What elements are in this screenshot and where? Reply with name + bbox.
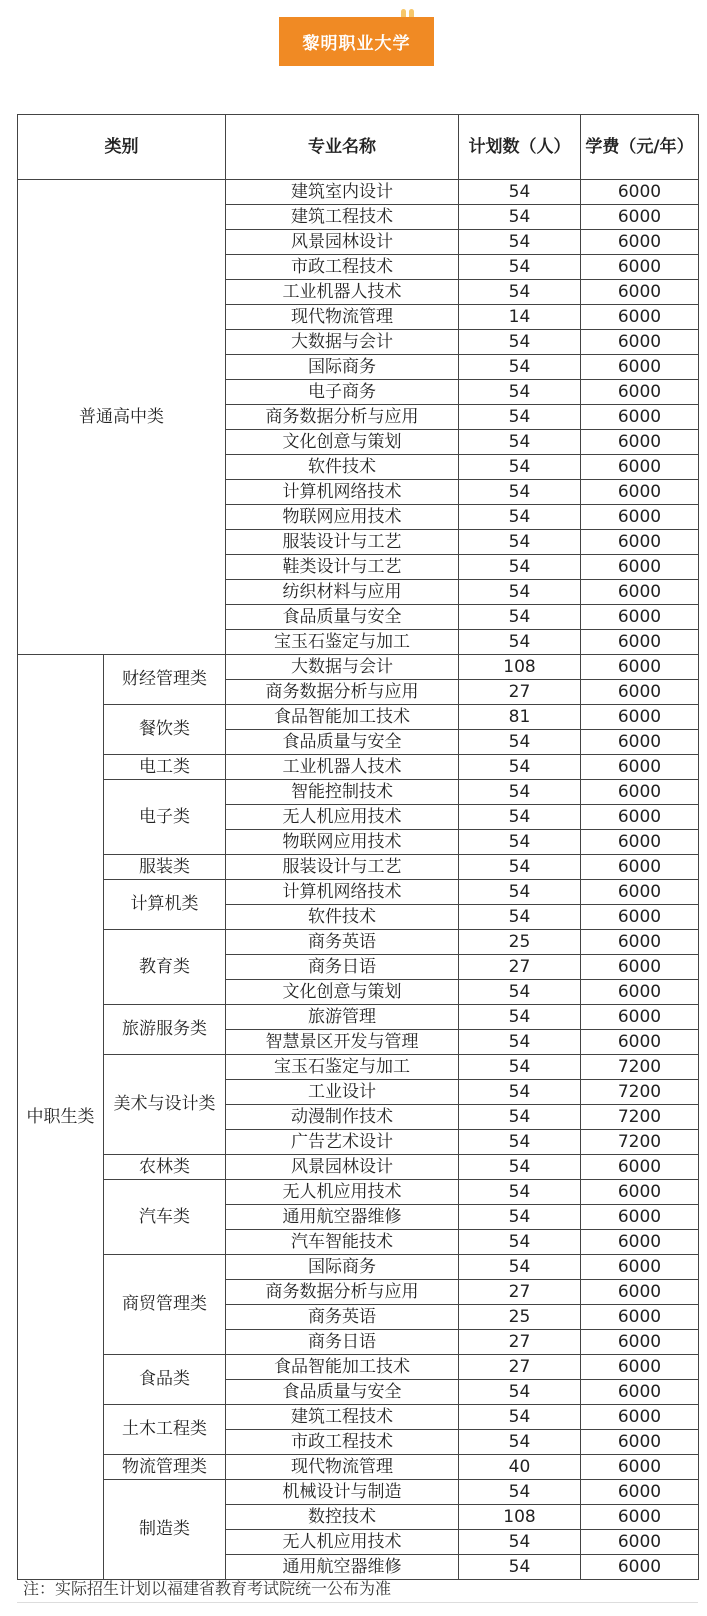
plan-cell: 54 <box>459 580 581 605</box>
plan-cell: 54 <box>459 605 581 630</box>
major-cell: 建筑工程技术 <box>226 205 459 230</box>
major-cell: 商务英语 <box>226 1305 459 1330</box>
fee-cell: 6000 <box>581 1180 699 1205</box>
subcategory-cell: 服装类 <box>104 855 226 880</box>
fee-cell: 6000 <box>581 855 699 880</box>
major-cell: 食品质量与安全 <box>226 730 459 755</box>
major-cell: 工业机器人技术 <box>226 280 459 305</box>
plan-cell: 14 <box>459 305 581 330</box>
table-row <box>18 930 699 955</box>
plan-cell: 108 <box>459 655 581 680</box>
fee-cell: 6000 <box>581 930 699 955</box>
table-row <box>18 780 699 805</box>
fee-cell: 6000 <box>581 1530 699 1555</box>
plan-cell: 54 <box>459 1080 581 1105</box>
fee-cell: 6000 <box>581 805 699 830</box>
major-cell: 市政工程技术 <box>226 255 459 280</box>
plan-cell: 25 <box>459 930 581 955</box>
fee-cell: 6000 <box>581 1480 699 1505</box>
major-cell: 智慧景区开发与管理 <box>226 1030 459 1055</box>
fee-cell: 6000 <box>581 1405 699 1430</box>
fee-cell: 6000 <box>581 1555 699 1580</box>
major-cell: 商务数据分析与应用 <box>226 405 459 430</box>
table-row <box>18 180 699 205</box>
plan-cell: 54 <box>459 480 581 505</box>
plan-cell: 27 <box>459 1330 581 1355</box>
enrollment-plan-table <box>17 114 699 1580</box>
plan-cell: 27 <box>459 1280 581 1305</box>
fee-cell: 6000 <box>581 1280 699 1305</box>
fee-cell: 6000 <box>581 1380 699 1405</box>
fee-cell: 6000 <box>581 355 699 380</box>
plan-cell: 54 <box>459 855 581 880</box>
subcategory-cell: 农林类 <box>104 1155 226 1180</box>
major-cell: 服装设计与工艺 <box>226 855 459 880</box>
major-cell: 旅游管理 <box>226 1005 459 1030</box>
plan-cell: 54 <box>459 880 581 905</box>
plan-cell: 27 <box>459 1355 581 1380</box>
plan-cell: 54 <box>459 1005 581 1030</box>
subcategory-cell: 汽车类 <box>104 1180 226 1255</box>
fee-cell: 6000 <box>581 1205 699 1230</box>
plan-cell: 54 <box>459 330 581 355</box>
plan-cell: 54 <box>459 1055 581 1080</box>
fee-cell: 6000 <box>581 680 699 705</box>
major-cell: 国际商务 <box>226 355 459 380</box>
plan-cell: 54 <box>459 230 581 255</box>
plan-cell: 54 <box>459 1480 581 1505</box>
major-cell: 商务英语 <box>226 930 459 955</box>
table-row <box>18 1155 699 1180</box>
table-header-row <box>18 115 699 180</box>
fee-cell: 6000 <box>581 555 699 580</box>
plan-cell: 54 <box>459 530 581 555</box>
major-cell: 物联网应用技术 <box>226 830 459 855</box>
fee-cell: 6000 <box>581 305 699 330</box>
major-cell: 广告艺术设计 <box>226 1130 459 1155</box>
fee-cell: 6000 <box>581 380 699 405</box>
major-cell: 机械设计与制造 <box>226 1480 459 1505</box>
table-row <box>18 1455 699 1480</box>
fee-cell: 6000 <box>581 605 699 630</box>
fee-cell: 6000 <box>581 255 699 280</box>
major-cell: 数控技术 <box>226 1505 459 1530</box>
subcategory-cell: 教育类 <box>104 930 226 1005</box>
plan-cell: 54 <box>459 555 581 580</box>
major-cell: 软件技术 <box>226 455 459 480</box>
subcategory-cell: 土木工程类 <box>104 1405 226 1455</box>
major-cell: 风景园林设计 <box>226 1155 459 1180</box>
major-cell: 商务日语 <box>226 955 459 980</box>
table-row <box>18 1480 699 1505</box>
subcategory-cell: 商贸管理类 <box>104 1255 226 1355</box>
category-cell-general: 普通高中类 <box>18 180 226 655</box>
major-cell: 商务数据分析与应用 <box>226 1280 459 1305</box>
subcategory-cell: 美术与设计类 <box>104 1055 226 1155</box>
subcategory-cell: 计算机类 <box>104 880 226 930</box>
table-body <box>18 180 699 1580</box>
fee-cell: 7200 <box>581 1080 699 1105</box>
major-cell: 物联网应用技术 <box>226 505 459 530</box>
fee-cell: 6000 <box>581 580 699 605</box>
fee-cell: 7200 <box>581 1055 699 1080</box>
fee-cell: 6000 <box>581 655 699 680</box>
fee-cell: 6000 <box>581 755 699 780</box>
plan-cell: 54 <box>459 455 581 480</box>
fee-cell: 6000 <box>581 1255 699 1280</box>
fee-cell: 7200 <box>581 1105 699 1130</box>
major-cell: 计算机网络技术 <box>226 480 459 505</box>
plan-cell: 54 <box>459 280 581 305</box>
major-cell: 动漫制作技术 <box>226 1105 459 1130</box>
major-cell: 宝玉石鉴定与加工 <box>226 630 459 655</box>
major-cell: 计算机网络技术 <box>226 880 459 905</box>
major-cell: 食品智能加工技术 <box>226 705 459 730</box>
plan-cell: 54 <box>459 205 581 230</box>
fee-cell: 6000 <box>581 405 699 430</box>
major-cell: 鞋类设计与工艺 <box>226 555 459 580</box>
subcategory-cell: 电工类 <box>104 755 226 780</box>
major-cell: 通用航空器维修 <box>226 1555 459 1580</box>
plan-cell: 54 <box>459 980 581 1005</box>
plan-cell: 54 <box>459 180 581 205</box>
major-cell: 工业机器人技术 <box>226 755 459 780</box>
major-cell: 建筑室内设计 <box>226 180 459 205</box>
fee-cell: 6000 <box>581 180 699 205</box>
table-row <box>18 880 699 905</box>
fee-cell: 6000 <box>581 430 699 455</box>
footnote: 注：实际招生计划以福建省教育考试院统一公布为准 <box>17 1575 698 1603</box>
major-cell: 国际商务 <box>226 1255 459 1280</box>
plan-cell: 54 <box>459 905 581 930</box>
plan-cell: 54 <box>459 1405 581 1430</box>
subcategory-cell: 旅游服务类 <box>104 1005 226 1055</box>
plan-cell: 54 <box>459 430 581 455</box>
fee-cell: 6000 <box>581 230 699 255</box>
header-major: 专业名称 <box>226 115 459 180</box>
major-cell: 智能控制技术 <box>226 780 459 805</box>
fee-cell: 6000 <box>581 630 699 655</box>
plan-cell: 54 <box>459 1555 581 1580</box>
major-cell: 现代物流管理 <box>226 305 459 330</box>
fee-cell: 6000 <box>581 780 699 805</box>
major-cell: 食品质量与安全 <box>226 1380 459 1405</box>
plan-cell: 54 <box>459 1130 581 1155</box>
fee-cell: 6000 <box>581 480 699 505</box>
major-cell: 风景园林设计 <box>226 230 459 255</box>
fee-cell: 6000 <box>581 880 699 905</box>
plan-cell: 27 <box>459 955 581 980</box>
major-cell: 食品质量与安全 <box>226 605 459 630</box>
major-cell: 工业设计 <box>226 1080 459 1105</box>
subcategory-cell: 制造类 <box>104 1480 226 1580</box>
fee-cell: 6000 <box>581 1455 699 1480</box>
major-cell: 宝玉石鉴定与加工 <box>226 1055 459 1080</box>
plan-cell: 54 <box>459 1180 581 1205</box>
plan-cell: 54 <box>459 355 581 380</box>
subcategory-cell: 电子类 <box>104 780 226 855</box>
major-cell: 通用航空器维修 <box>226 1205 459 1230</box>
fee-cell: 6000 <box>581 1330 699 1355</box>
plan-cell: 54 <box>459 630 581 655</box>
major-cell: 大数据与会计 <box>226 330 459 355</box>
major-cell: 大数据与会计 <box>226 655 459 680</box>
fee-cell: 6000 <box>581 980 699 1005</box>
plan-cell: 54 <box>459 1380 581 1405</box>
plan-cell: 54 <box>459 1105 581 1130</box>
header-fee: 学费（元/年） <box>581 115 699 180</box>
plan-cell: 54 <box>459 1155 581 1180</box>
plan-cell: 54 <box>459 1255 581 1280</box>
fee-cell: 6000 <box>581 955 699 980</box>
plan-cell: 54 <box>459 1430 581 1455</box>
plan-cell: 54 <box>459 255 581 280</box>
fee-cell: 6000 <box>581 705 699 730</box>
plan-cell: 25 <box>459 1305 581 1330</box>
major-cell: 商务数据分析与应用 <box>226 680 459 705</box>
fee-cell: 6000 <box>581 1005 699 1030</box>
fee-cell: 6000 <box>581 1230 699 1255</box>
major-cell: 文化创意与策划 <box>226 980 459 1005</box>
table-row <box>18 1055 699 1080</box>
table-row <box>18 1405 699 1430</box>
major-cell: 文化创意与策划 <box>226 430 459 455</box>
major-cell: 无人机应用技术 <box>226 805 459 830</box>
major-cell: 软件技术 <box>226 905 459 930</box>
plan-cell: 54 <box>459 830 581 855</box>
plan-cell: 54 <box>459 755 581 780</box>
plan-cell: 54 <box>459 730 581 755</box>
fee-cell: 6000 <box>581 905 699 930</box>
plan-cell: 54 <box>459 380 581 405</box>
plan-cell: 40 <box>459 1455 581 1480</box>
fee-cell: 7200 <box>581 1130 699 1155</box>
fee-cell: 6000 <box>581 830 699 855</box>
major-cell: 纺织材料与应用 <box>226 580 459 605</box>
fee-cell: 6000 <box>581 280 699 305</box>
table-row <box>18 705 699 730</box>
plan-cell: 54 <box>459 1230 581 1255</box>
fee-cell: 6000 <box>581 1030 699 1055</box>
subcategory-cell: 餐饮类 <box>104 705 226 755</box>
category-cell-vocational: 中职生类 <box>18 655 104 1580</box>
major-cell: 无人机应用技术 <box>226 1180 459 1205</box>
fee-cell: 6000 <box>581 505 699 530</box>
plan-cell: 54 <box>459 1530 581 1555</box>
table-row <box>18 755 699 780</box>
header-plan: 计划数（人） <box>459 115 581 180</box>
fee-cell: 6000 <box>581 1155 699 1180</box>
fee-cell: 6000 <box>581 1355 699 1380</box>
header-category: 类别 <box>18 115 226 180</box>
major-cell: 食品智能加工技术 <box>226 1355 459 1380</box>
table-row <box>18 1255 699 1280</box>
fee-cell: 6000 <box>581 530 699 555</box>
major-cell: 商务日语 <box>226 1330 459 1355</box>
plan-cell: 81 <box>459 705 581 730</box>
subcategory-cell: 财经管理类 <box>104 655 226 705</box>
table-row <box>18 1005 699 1030</box>
fee-cell: 6000 <box>581 205 699 230</box>
plan-cell: 108 <box>459 1505 581 1530</box>
fee-cell: 6000 <box>581 455 699 480</box>
plan-cell: 54 <box>459 805 581 830</box>
major-cell: 建筑工程技术 <box>226 1405 459 1430</box>
school-title-badge: 黎明职业大学 <box>279 17 434 66</box>
subcategory-cell: 物流管理类 <box>104 1455 226 1480</box>
table-row <box>18 1355 699 1380</box>
plan-cell: 54 <box>459 780 581 805</box>
fee-cell: 6000 <box>581 730 699 755</box>
plan-cell: 27 <box>459 680 581 705</box>
table-row <box>18 855 699 880</box>
plan-cell: 54 <box>459 405 581 430</box>
fee-cell: 6000 <box>581 1505 699 1530</box>
fee-cell: 6000 <box>581 1305 699 1330</box>
major-cell: 市政工程技术 <box>226 1430 459 1455</box>
subcategory-cell: 食品类 <box>104 1355 226 1405</box>
major-cell: 服装设计与工艺 <box>226 530 459 555</box>
plan-cell: 54 <box>459 505 581 530</box>
major-cell: 汽车智能技术 <box>226 1230 459 1255</box>
fee-cell: 6000 <box>581 1430 699 1455</box>
plan-cell: 54 <box>459 1205 581 1230</box>
plan-cell: 54 <box>459 1030 581 1055</box>
fee-cell: 6000 <box>581 330 699 355</box>
table-row <box>18 655 699 680</box>
major-cell: 电子商务 <box>226 380 459 405</box>
table-row <box>18 1180 699 1205</box>
major-cell: 现代物流管理 <box>226 1455 459 1480</box>
major-cell: 无人机应用技术 <box>226 1530 459 1555</box>
